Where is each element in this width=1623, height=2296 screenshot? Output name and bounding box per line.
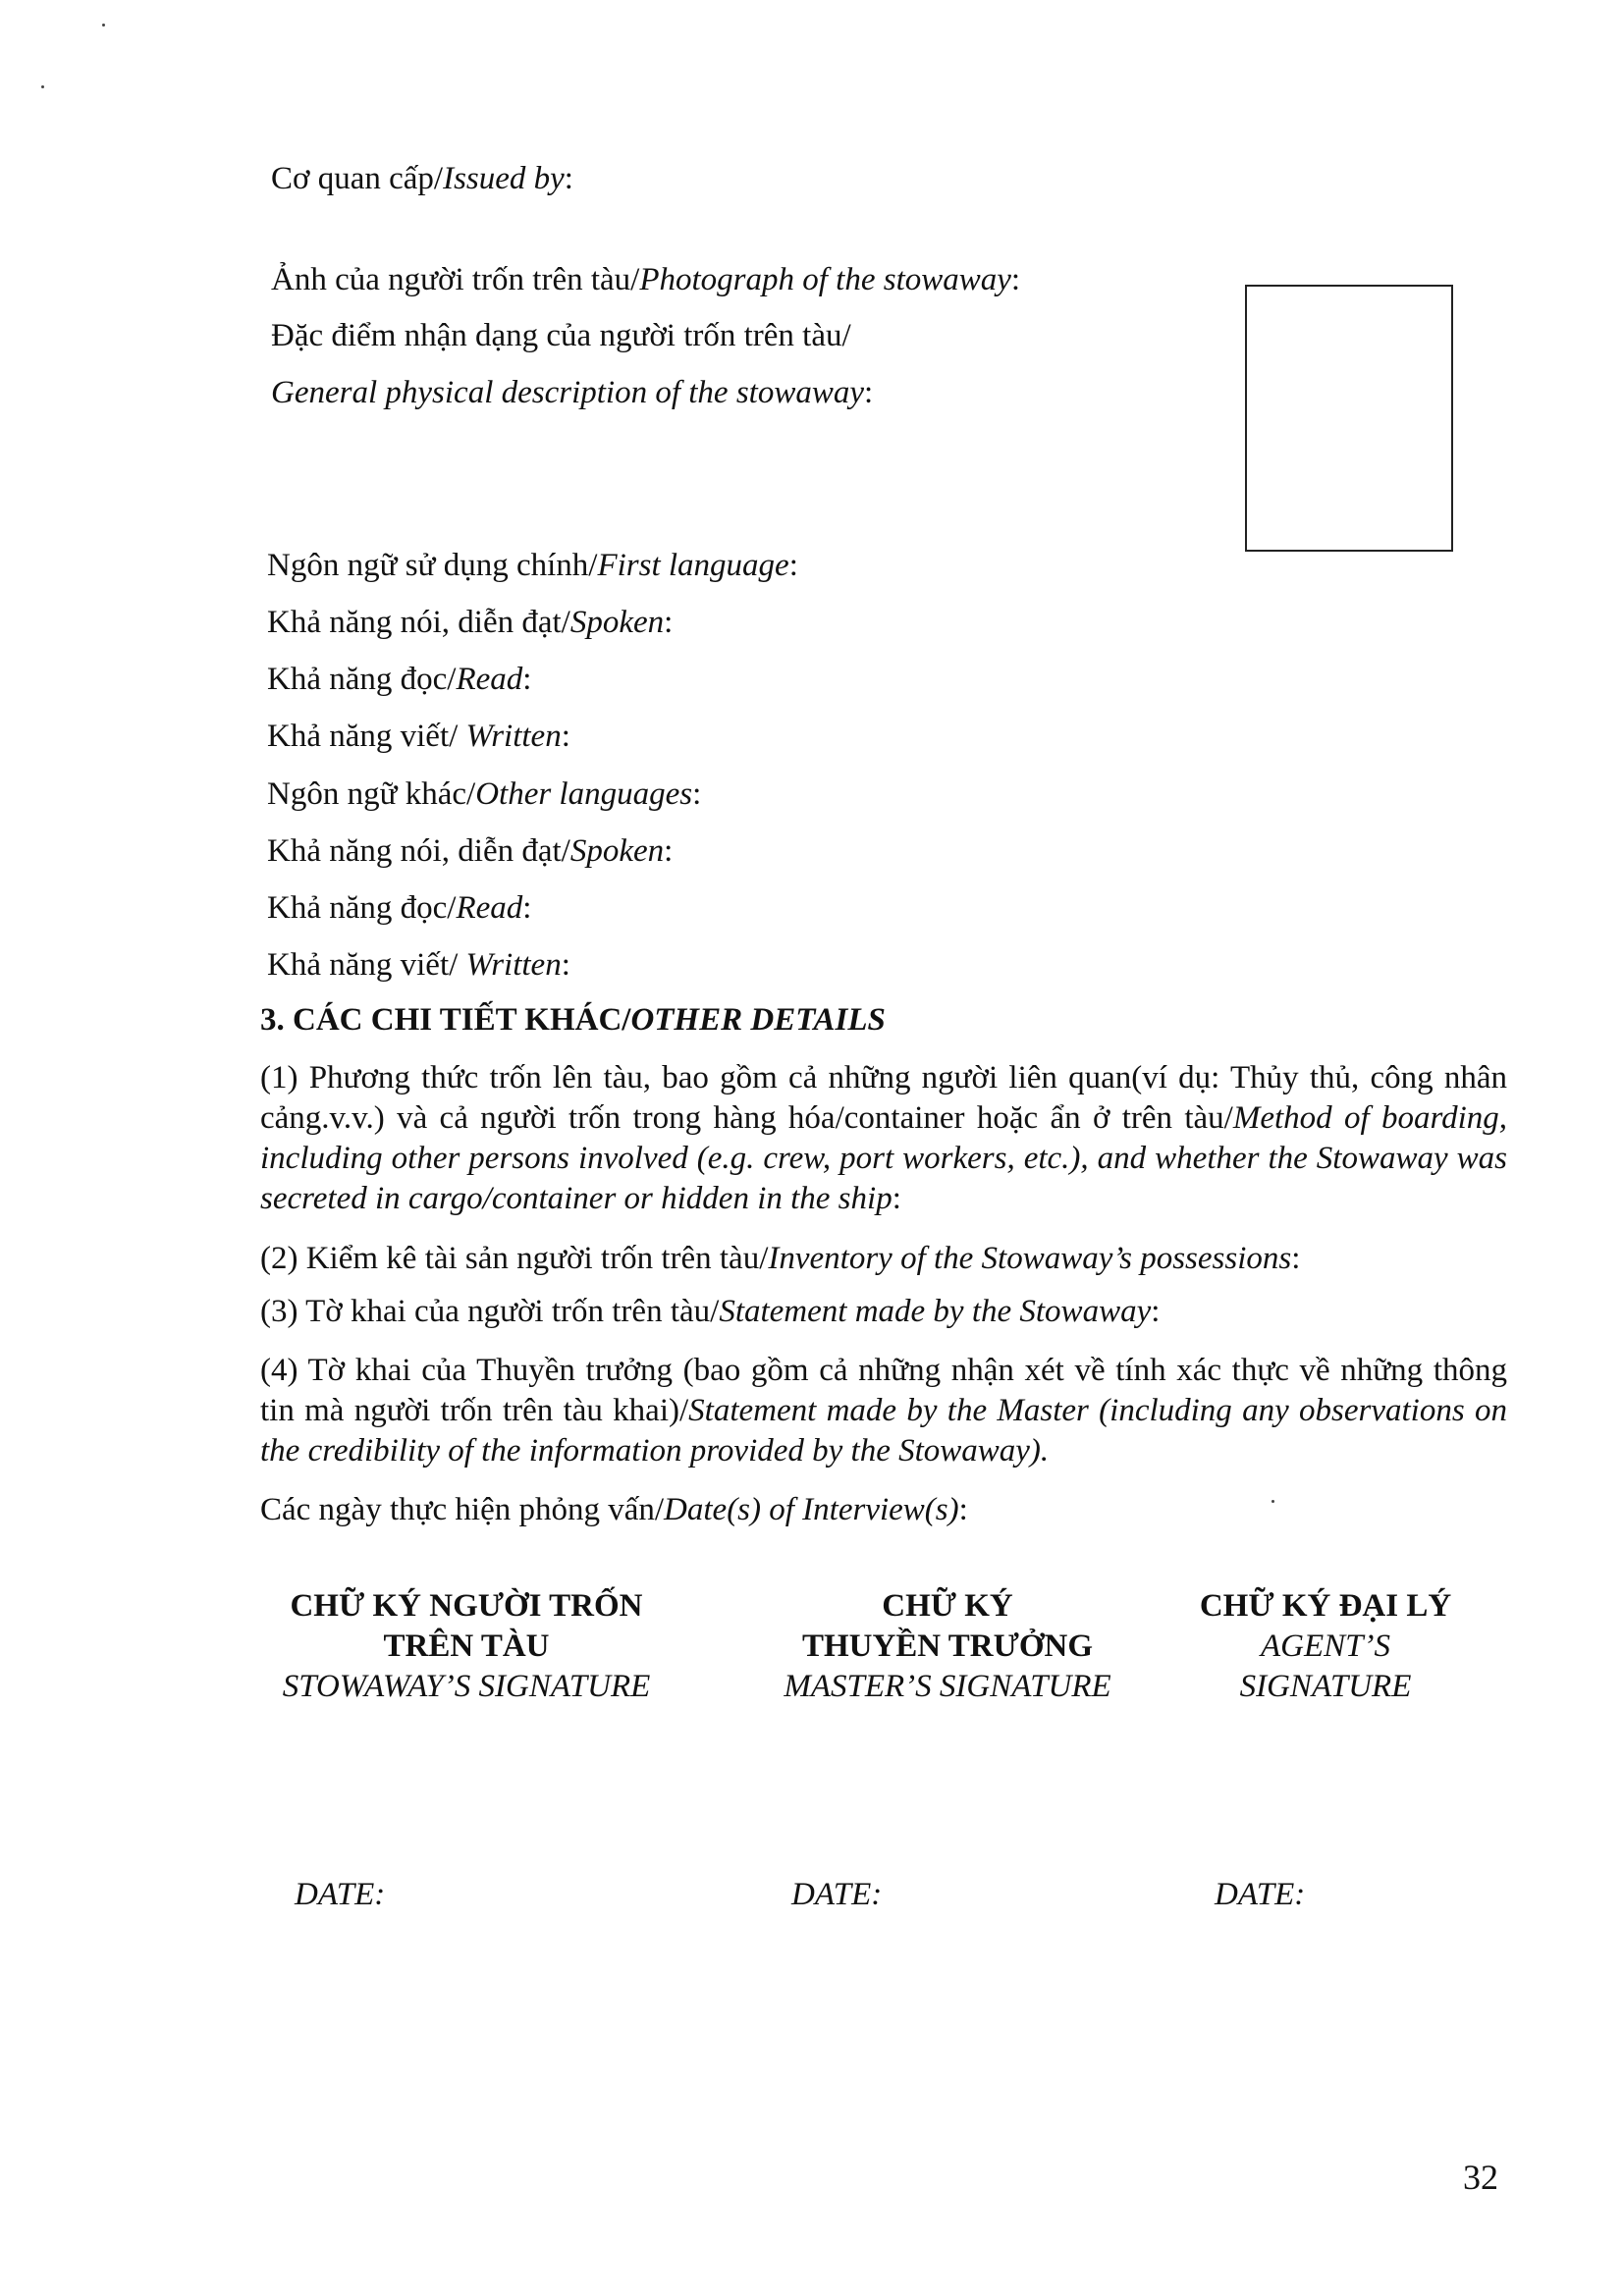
detail-inventory: (2) Kiểm kê tài sản người trốn trên tàu/Inventory of the Stowaway’s possessions: <box>260 1241 1301 1276</box>
field-description-vi: Đặc điểm nhận dạng của người trốn trên tàu/ <box>271 318 851 353</box>
field-first-spoken: Khả năng nói, diễn đạt/Spoken: <box>267 605 674 640</box>
page-number: 32 <box>1463 2158 1498 2197</box>
scan-speck <box>102 24 105 27</box>
field-other-spoken: Khả năng nói, diễn đạt/Spoken: <box>267 833 674 869</box>
photo-box <box>1245 285 1453 552</box>
detail-method-of-boarding: (1) Phương thức trốn lên tàu, bao gồm cả những người liên quan(ví dụ: Thủy thủ, công nhân cảng.v.v.) và cả người trốn trong hàng hóa/container hoặc ẩn ở trên tàu/Method of boarding, including other persons involved (e.g. crew, port workers, etc.), and whether the Stowaway was secreted in cargo/container or hidden in the ship: <box>260 1060 1508 1216</box>
detail-master-statement: (4) Tờ khai của Thuyền trưởng (bao gồm cả những nhận xét về tính xác thực về những thông tin mà người trốn trên tàu khai)/Statement made by the Master (including any observations on the credibility of the information provided by the Stowaway). <box>260 1353 1507 1468</box>
field-other-written: Khả năng viết/ Written: <box>267 947 570 983</box>
signature-master: CHỮ KÝ THUYỀN TRƯỞNG MASTER’S SIGNATURE <box>784 1588 1111 1704</box>
detail-stowaway-statement: (3) Tờ khai của người trốn trên tàu/Statement made by the Stowaway: <box>260 1294 1161 1329</box>
field-first-written: Khả năng viết/ Written: <box>267 719 570 754</box>
scan-speck <box>41 85 44 88</box>
field-other-read: Khả năng đọc/Read: <box>267 890 532 926</box>
field-interview-dates: Các ngày thực hiện phỏng vấn/Date(s) of Interview(s): <box>260 1492 968 1527</box>
date-master: DATE: <box>791 1877 883 1912</box>
date-agent: DATE: <box>1215 1877 1306 1912</box>
signature-agent: CHỮ KÝ ĐẠI LÝ AGENT’S SIGNATURE <box>1199 1588 1452 1704</box>
section-heading: 3. CÁC CHI TIẾT KHÁC/OTHER DETAILS <box>260 1002 886 1038</box>
signature-stowaway: CHỮ KÝ NGƯỜI TRỐN TRÊN TÀU STOWAWAY’S SIGNATURE <box>282 1588 651 1704</box>
date-stowaway: DATE: <box>295 1877 386 1912</box>
field-other-languages: Ngôn ngữ khác/Other languages: <box>267 776 702 812</box>
field-issued-by: Cơ quan cấp/Issued by: <box>271 161 573 196</box>
field-first-read: Khả năng đọc/Read: <box>267 662 532 697</box>
scan-speck <box>1271 1500 1274 1503</box>
field-description-en: General physical description of the stowaway: <box>271 375 874 410</box>
field-photograph: Ảnh của người trốn trên tàu/Photograph of the stowaway: <box>271 262 1021 297</box>
field-first-language: Ngôn ngữ sử dụng chính/First language: <box>267 548 798 583</box>
